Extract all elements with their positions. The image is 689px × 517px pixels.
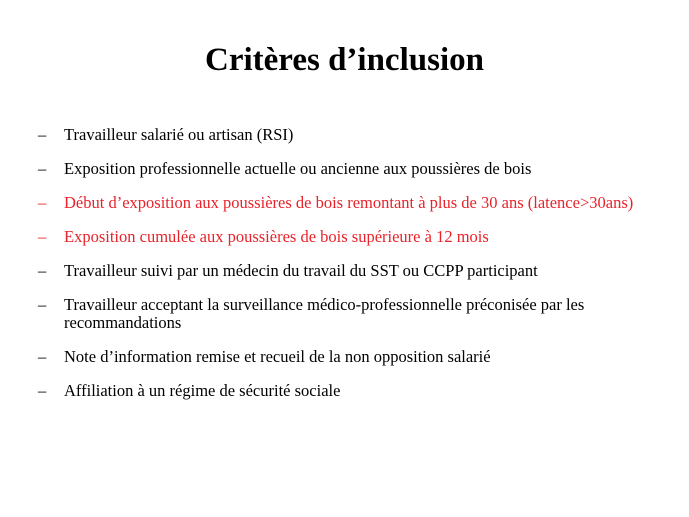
criteria-item-highlighted (38, 228, 678, 246)
criteria-item (38, 126, 678, 144)
bullet-dash: – (38, 193, 47, 212)
bullet-dash: – (38, 227, 47, 246)
criteria-item (38, 296, 678, 332)
criteria-list (38, 126, 678, 416)
criteria-item (38, 382, 678, 400)
bullet-dash: – (38, 295, 47, 314)
bullet-dash: – (38, 125, 47, 144)
criteria-text: Début d’exposition aux poussières de bois remontant à plus de 30 ans (latence>30ans) (64, 193, 634, 212)
criteria-item (38, 160, 678, 178)
criteria-text: Exposition cumulée aux poussières de bois supérieure à 12 mois (64, 227, 489, 246)
criteria-item (38, 348, 678, 366)
criteria-item-highlighted (38, 194, 678, 212)
bullet-dash: – (38, 261, 47, 280)
criteria-item (38, 262, 678, 280)
bullet-dash: – (38, 159, 47, 178)
criteria-text: Affiliation à un régime de sécurité sociale (64, 381, 341, 400)
bullet-dash: – (38, 381, 47, 400)
slide-title: Critères d’inclusion (205, 42, 484, 78)
bullet-dash: – (38, 347, 47, 366)
criteria-text: Travailleur suivi par un médecin du travail du SST ou CCPP participant (64, 261, 538, 280)
criteria-text: Travailleur acceptant la surveillance médico-professionnelle préconisée par les recommandations (64, 295, 585, 332)
criteria-text: Exposition professionnelle actuelle ou ancienne aux poussières de bois (64, 159, 532, 178)
criteria-text: Note d’information remise et recueil de la non opposition salarié (64, 347, 491, 366)
criteria-text: Travailleur salarié ou artisan (RSI) (64, 125, 294, 144)
